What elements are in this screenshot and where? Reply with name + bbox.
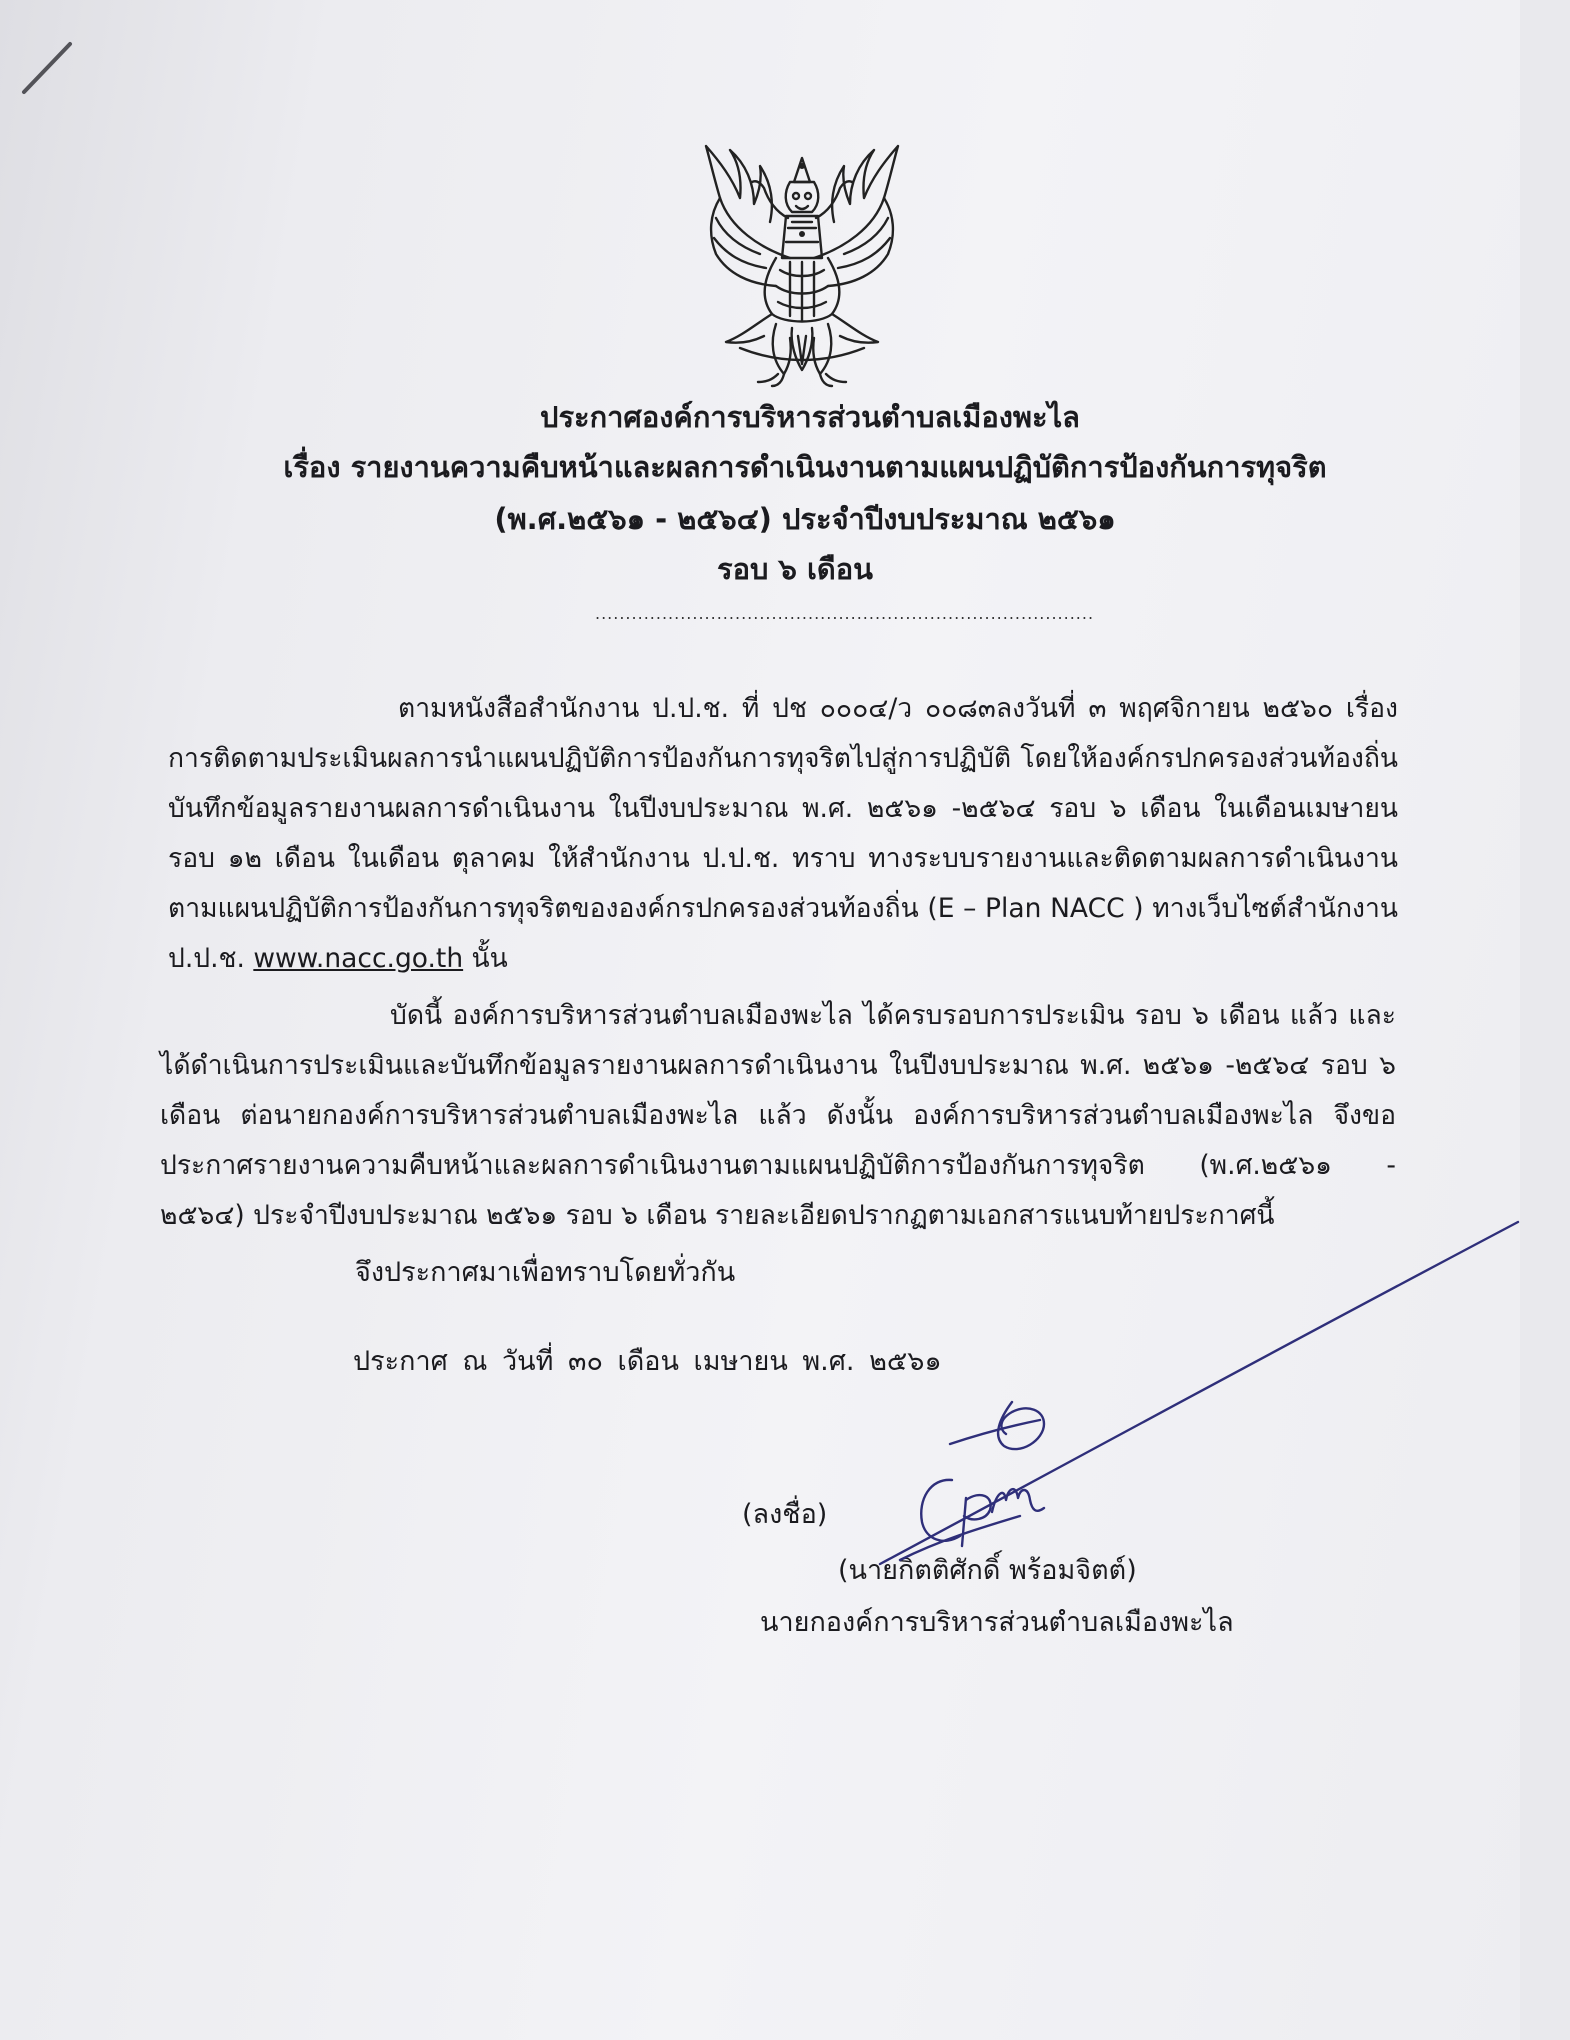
announcement-round: รอบ ๖ เดือน [717,552,873,586]
body-paragraph-2 [160,991,1396,1241]
nacc-website-link[interactable]: www.nacc.go.th [253,943,464,974]
announcement-title: ประกาศองค์การบริหารส่วนตำบลเมืองพะไล [540,400,1080,434]
closing-statement: จึงประกาศมาเพื่อทราบโดยทั่วกัน [355,1257,736,1288]
paragraph-1-main: ตามหนังสือสำนักงาน ป.ป.ช. ที่ ปช ๐๐๐๔/ว ๐๐๘๓ลงวันที่ ๓ พฤศจิกายน ๒๕๖๐ เรื่อง การติดตามประเมินผลการนำแผนปฏิบัติการป้องกันการทุจริตไปสู่การปฏิบัติ โดยให้องค์กรปกครองส่วนท้องถิ่นบันทึกข้อมูลรายงานผลการดำเนินงาน ในปีงบประมาณ พ.ศ. ๒๕๖๑ -๒๕๖๔ รอบ ๖ เดือน ในเดือนเมษายน รอบ ๑๒ เดือน ในเดือน ตุลาคม ให้สำนักงาน ป.ป.ช. ทราบ ทางระบบรายงานและติดตามผลการดำเนินงานตามแผนปฏิบัติการป้องกันการทุจริตขององค์กรปกครองส่วนท้องถิ่น (E – Plan NACC ) ทางเว็บไซต์สำนักงาน ป.ป.ช. [168,693,1398,974]
paragraph-1-text [168,684,1398,984]
signer-position: นายกองค์การบริหารส่วนตำบลเมืองพะไล [760,1607,1234,1638]
announcement-plan-period: (พ.ศ.๒๕๖๑ - ๒๕๖๔) ประจำปีงบประมาณ ๒๕๖๑ [494,502,1116,536]
announcement-subject: เรื่อง รายงานความคืบหน้าและผลการดำเนินงานตามแผนปฏิบัติการป้องกันการทุจริต [283,450,1327,484]
paragraph-1-ending: นั้น [463,943,508,974]
paragraph-2-text: บัดนี้ องค์การบริหารส่วนตำบลเมืองพะไล ได้ครบรอบการประเมิน รอบ ๖ เดือน แล้ว และได้ดำเนินการประเมินและบันทึกข้อมูลรายงานผลการดำเนินงาน ในปีงบประมาณ พ.ศ. ๒๕๖๑ -๒๕๖๔ รอบ ๖ เดือน ต่อนายกองค์การบริหารส่วนตำบลเมืองพะไล แล้ว ดังนั้น องค์การบริหารส่วนตำบลเมืองพะไล จึงขอประกาศรายงานความคืบหน้าและผลการดำเนินงานตามแผนปฏิบัติการป้องกันการทุจริต (พ.ศ.๒๕๖๑ - ๒๕๖๔) ประจำปีงบประมาณ ๒๕๖๑ รอบ ๖ เดือน รายละเอียดปรากฏตามเอกสารแนบท้ายประกาศนี้ [160,1000,1396,1231]
signature-label: (ลงชื่อ) [742,1499,828,1530]
announcement-date: ประกาศ ณ วันที่ ๓๐ เดือน เมษายน พ.ศ. ๒๕๖๑ [353,1346,942,1377]
dotted-separator: .................................................................................. [595,604,1095,623]
signer-name: (นายกิตติศักดิ์ พร้อมจิตต์) [838,1555,1137,1586]
pen-stroke-mark [0,0,120,120]
body-paragraph-1 [168,684,1398,984]
garuda-emblem-icon [680,138,924,388]
